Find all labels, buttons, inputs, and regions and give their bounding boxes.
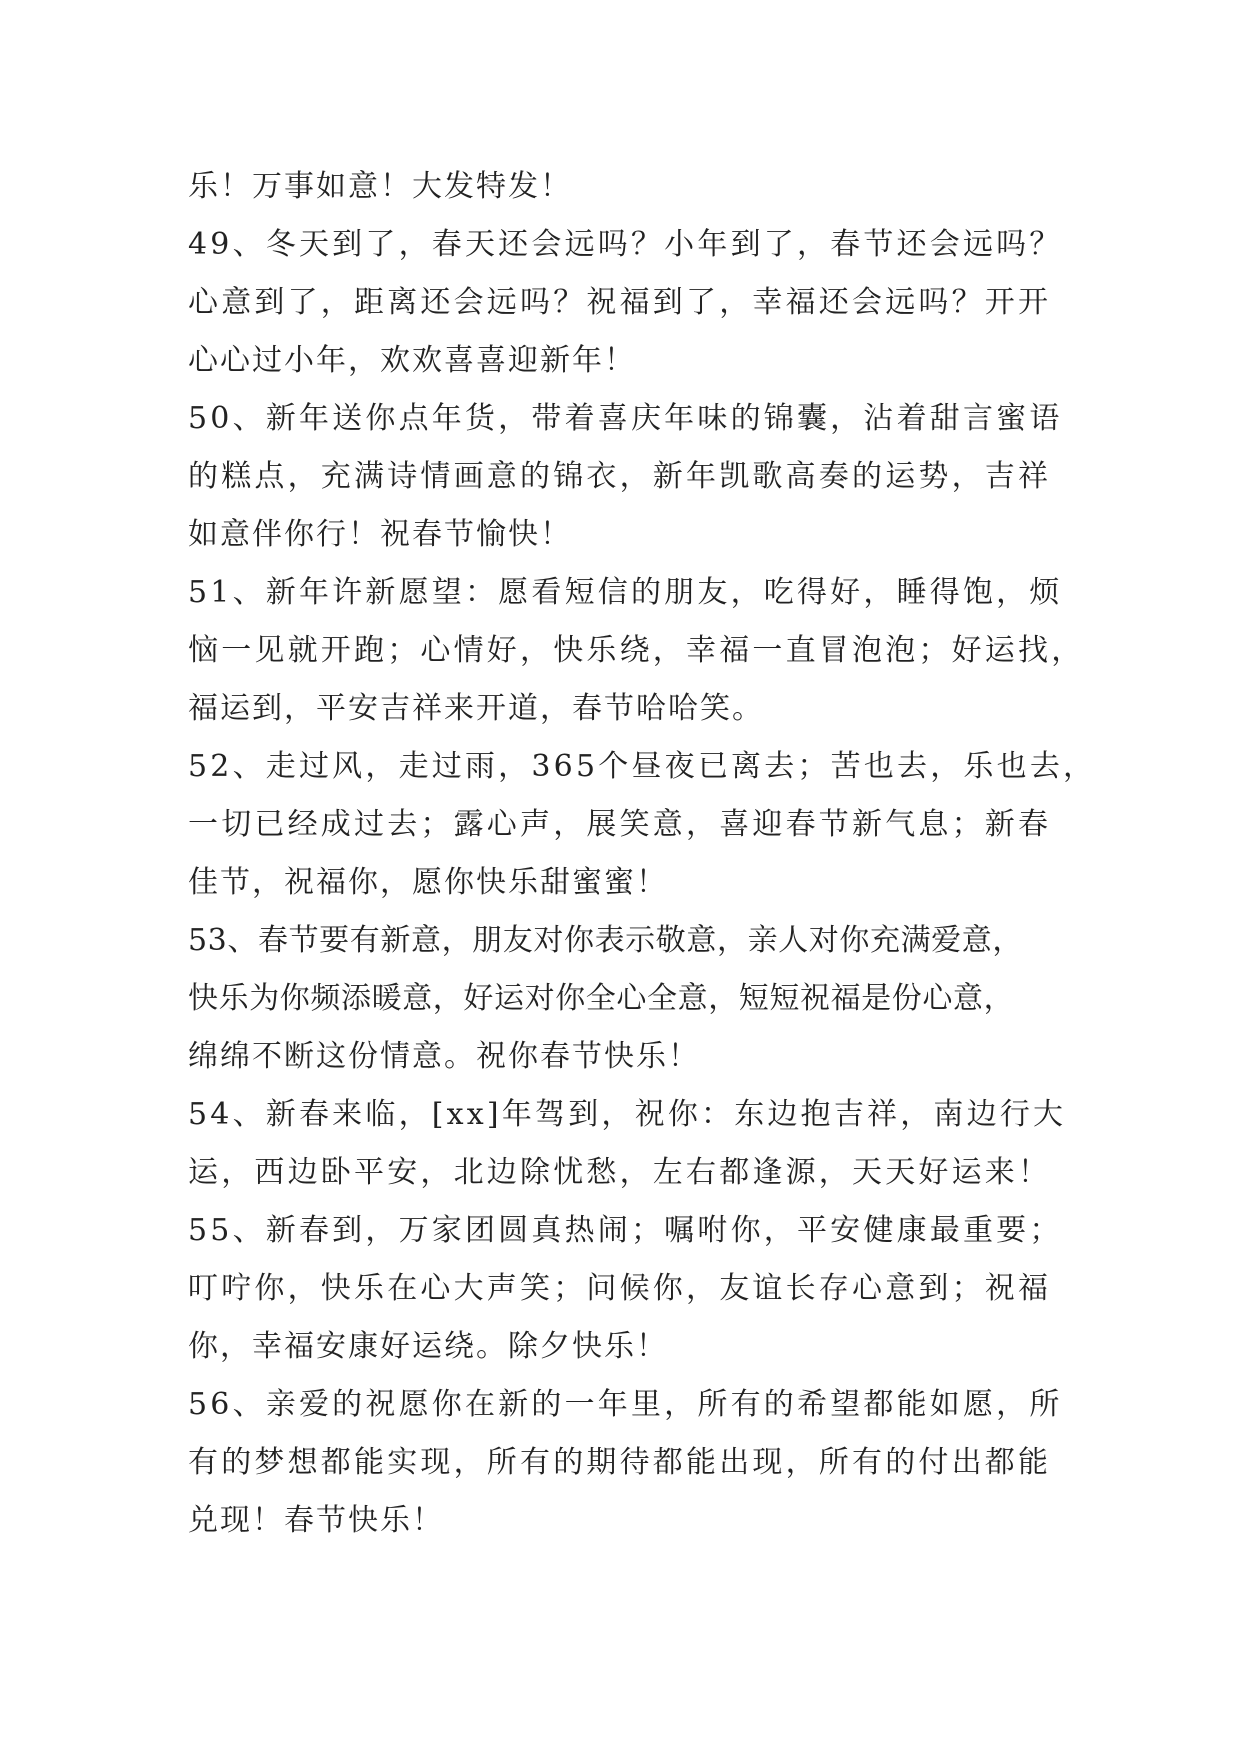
text-line: 如意伴你行！祝春节愉快！ xyxy=(188,517,572,552)
text-line: 恼一见就开跑；心情好，快乐绕，幸福一直冒泡泡；好运找， xyxy=(188,633,1085,668)
text-line: 50、新年送你点年货，带着喜庆年味的锦囊，沾着甜言蜜语 xyxy=(188,401,1063,436)
text-line: 心意到了，距离还会远吗？祝福到了，幸福还会远吗？开开 xyxy=(188,285,1052,320)
text-line: 运，西边卧平安，北边除忧愁，左右都逢源，天天好运来！ xyxy=(188,1155,1052,1190)
text-line: 一切已经成过去；露心声，展笑意，喜迎春节新气息；新春 xyxy=(188,807,1052,842)
text-line: 心心过小年，欢欢喜喜迎新年！ xyxy=(188,343,636,378)
text-line: 叮咛你，快乐在心大声笑；问候你，友谊长存心意到；祝福 xyxy=(188,1271,1052,1306)
text-line: 53、春节要有新意，朋友对你表示敬意，亲人对你充满爱意， xyxy=(188,923,1023,958)
text-line: 52、走过风，走过雨，365个昼夜已离去；苦也去，乐也去， xyxy=(188,749,1097,784)
text-line: 49、冬天到了，春天还会远吗？小年到了，春节还会远吗？ xyxy=(188,227,1063,262)
text-line: 的糕点，充满诗情画意的锦衣，新年凯歌高奏的运势，吉祥 xyxy=(188,459,1052,494)
document-body xyxy=(188,158,1097,1550)
text-line: 你，幸福安康好运绕。除夕快乐！ xyxy=(188,1329,668,1364)
text-line: 佳节，祝福你，愿你快乐甜蜜蜜！ xyxy=(188,865,668,900)
text-line: 兑现！春节快乐！ xyxy=(188,1503,444,1538)
text-line: 51、新年许新愿望：愿看短信的朋友，吃得好，睡得饱，烦 xyxy=(188,575,1063,610)
text-line: 福运到，平安吉祥来开道，春节哈哈笑。 xyxy=(188,691,764,726)
text-line: 有的梦想都能实现，所有的期待都能出现，所有的付出都能 xyxy=(188,1445,1052,1480)
text-line: 55、新春到，万家团圆真热闹；嘱咐你，平安健康最重要； xyxy=(188,1213,1063,1248)
text-line: 乐！万事如意！大发特发！ xyxy=(188,169,572,204)
text-line: 54、新春来临，[xx]年驾到，祝你：东边抱吉祥，南边行大 xyxy=(188,1097,1067,1132)
text-line: 绵绵不断这份情意。祝你春节快乐！ xyxy=(188,1039,700,1074)
text-line: 快乐为你频添暖意，好运对你全心全意，短短祝福是份心意， xyxy=(188,981,1015,1016)
text-line: 56、亲爱的祝愿你在新的一年里，所有的希望都能如愿，所 xyxy=(188,1387,1063,1422)
